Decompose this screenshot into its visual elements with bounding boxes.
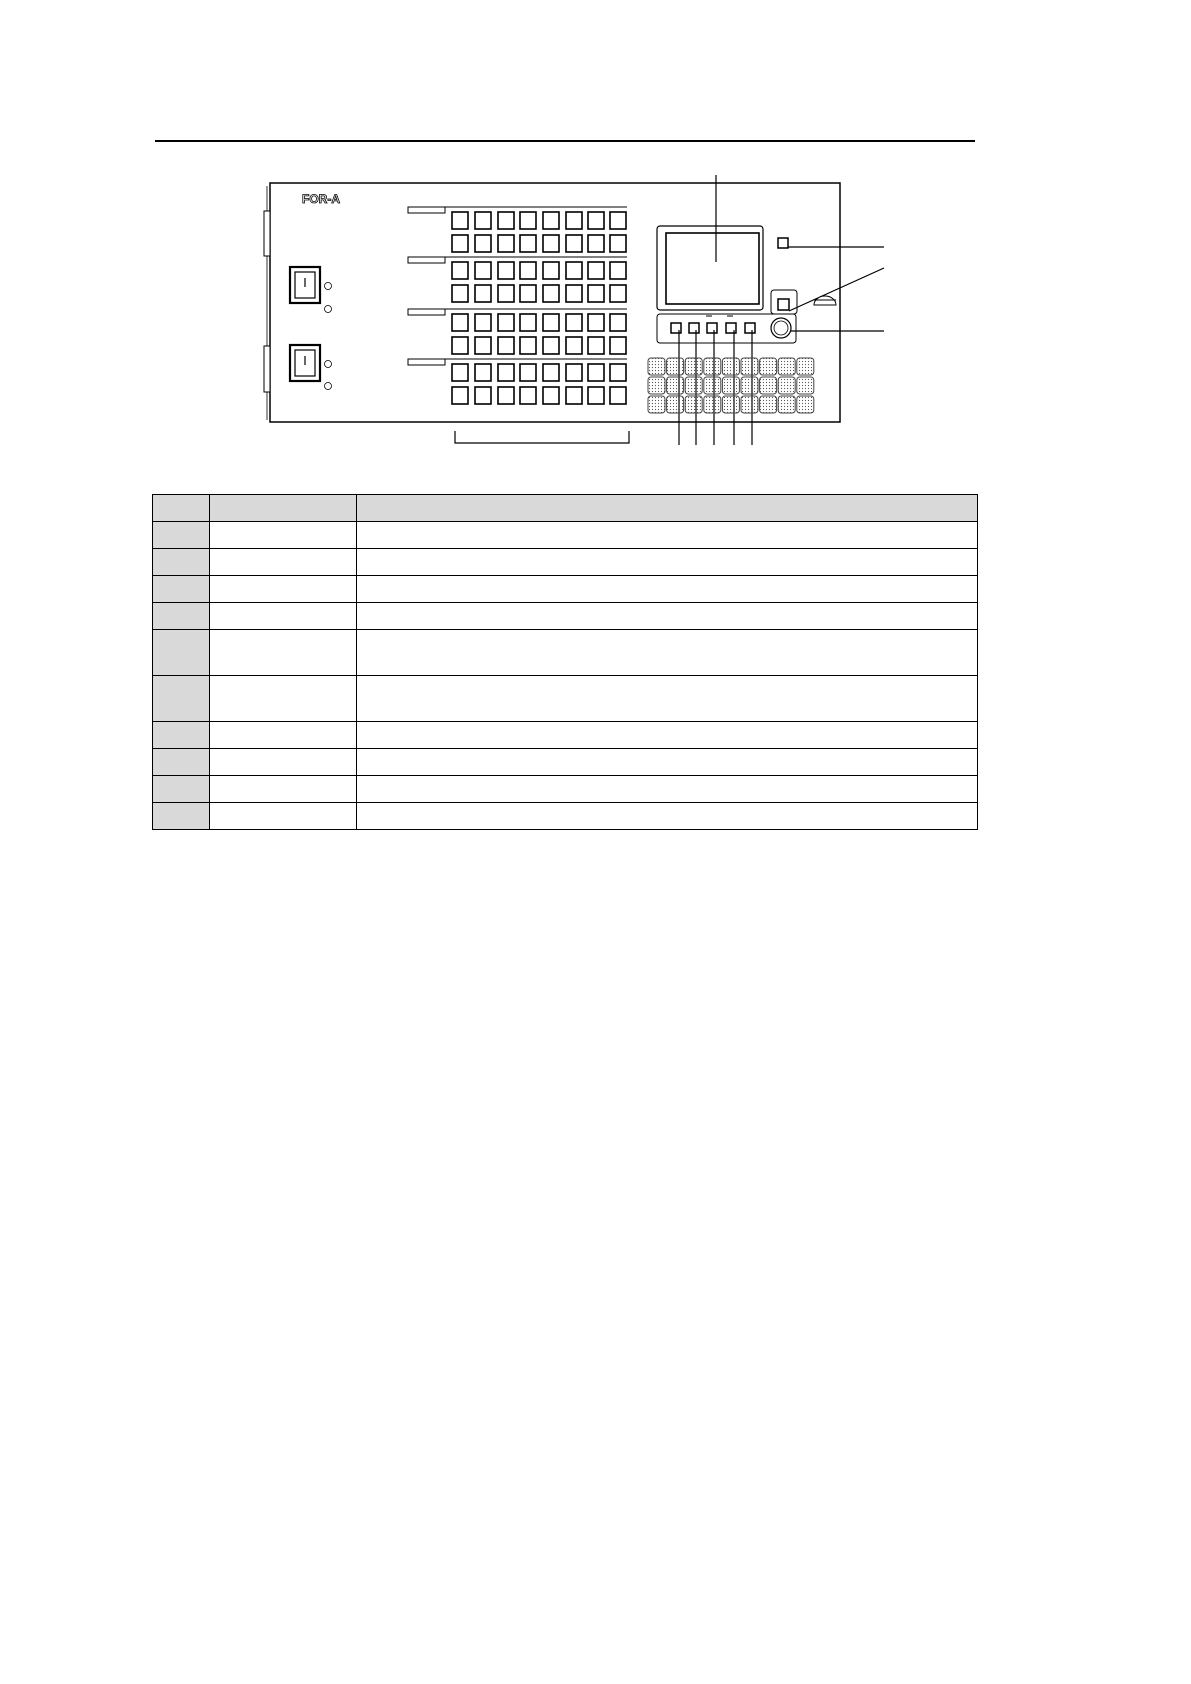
crosspoint-button xyxy=(452,285,468,302)
keypad-key xyxy=(722,377,739,394)
table-name-cell xyxy=(210,776,357,803)
table-row xyxy=(153,549,978,576)
table-description-cell xyxy=(357,722,978,749)
table-description-cell xyxy=(357,676,978,722)
crosspoint-button xyxy=(520,235,536,252)
crosspoint-button xyxy=(498,314,514,331)
crosspoint-button xyxy=(588,235,604,252)
power-switch-2 xyxy=(290,345,320,381)
crosspoint-button xyxy=(566,235,582,252)
keypad-key xyxy=(685,377,702,394)
crosspoint-button xyxy=(543,314,559,331)
table-description-cell xyxy=(357,549,978,576)
table-number-cell xyxy=(153,749,210,776)
table-header-row xyxy=(153,495,978,522)
bus-label-tab xyxy=(408,257,445,263)
table-header-cell xyxy=(357,495,978,522)
crosspoint-button xyxy=(475,285,491,302)
crosspoint-button xyxy=(475,262,491,279)
keypad-key xyxy=(797,358,814,375)
table-header-cell xyxy=(210,495,357,522)
crosspoint-button xyxy=(543,387,559,404)
crosspoint-button xyxy=(610,314,626,331)
keypad-key xyxy=(760,358,777,375)
keypad-key xyxy=(667,377,684,394)
crosspoint-button xyxy=(452,364,468,381)
crosspoint-button xyxy=(520,387,536,404)
status-led xyxy=(325,361,332,368)
bus-label-tab xyxy=(408,309,445,315)
crosspoint-button xyxy=(543,337,559,354)
table-number-cell xyxy=(153,722,210,749)
rack-ear-lower xyxy=(264,346,270,392)
table-description-cell xyxy=(357,630,978,676)
keypad-key xyxy=(741,358,758,375)
table-number-cell xyxy=(153,803,210,830)
keypad-key xyxy=(797,396,814,413)
table-row xyxy=(153,803,978,830)
crosspoint-button xyxy=(520,262,536,279)
crosspoint-button xyxy=(543,212,559,229)
keypad-key xyxy=(704,396,721,413)
crosspoint-button xyxy=(566,212,582,229)
crosspoint-button xyxy=(452,387,468,404)
crosspoint-button xyxy=(566,387,582,404)
table-description-cell xyxy=(357,749,978,776)
keypad-key xyxy=(722,396,739,413)
table-name-cell xyxy=(210,549,357,576)
crosspoint-button xyxy=(520,285,536,302)
crosspoint-button xyxy=(452,235,468,252)
table-number-cell xyxy=(153,776,210,803)
table-row xyxy=(153,676,978,722)
crosspoint-button xyxy=(610,337,626,354)
crosspoint-button xyxy=(566,337,582,354)
crosspoint-button xyxy=(610,364,626,381)
crosspoint-button xyxy=(543,235,559,252)
table-name-cell xyxy=(210,803,357,830)
crosspoint-button-matrix xyxy=(408,207,627,404)
function-button xyxy=(707,323,717,333)
crosspoint-button xyxy=(543,285,559,302)
table-name-cell xyxy=(210,522,357,549)
crosspoint-button xyxy=(498,387,514,404)
crosspoint-button xyxy=(452,212,468,229)
crosspoint-button xyxy=(452,314,468,331)
keypad-key xyxy=(797,377,814,394)
crosspoint-button xyxy=(498,337,514,354)
menu-button xyxy=(778,238,788,248)
table-number-cell xyxy=(153,676,210,722)
table-row xyxy=(153,722,978,749)
status-led xyxy=(325,283,332,290)
crosspoint-button xyxy=(520,364,536,381)
power-switch-1 xyxy=(290,267,320,303)
spec-table xyxy=(152,494,978,830)
table-row xyxy=(153,603,978,630)
crosspoint-button xyxy=(566,314,582,331)
crosspoint-button xyxy=(498,235,514,252)
table-name-cell xyxy=(210,722,357,749)
crosspoint-button xyxy=(475,235,491,252)
table-number-cell xyxy=(153,522,210,549)
table-description-cell xyxy=(357,576,978,603)
rack-ear-upper xyxy=(264,211,270,256)
table-number-cell xyxy=(153,630,210,676)
crosspoint-button xyxy=(588,337,604,354)
keypad xyxy=(648,358,814,413)
table-row xyxy=(153,776,978,803)
table-description-cell xyxy=(357,522,978,549)
table-name-cell xyxy=(210,603,357,630)
jog-dial-inner xyxy=(774,321,788,335)
table-number-cell xyxy=(153,549,210,576)
keypad-key xyxy=(685,358,702,375)
crosspoint-button xyxy=(610,235,626,252)
table-header-cell xyxy=(153,495,210,522)
crosspoint-button xyxy=(610,285,626,302)
table-number-cell xyxy=(153,603,210,630)
crosspoint-button xyxy=(588,212,604,229)
table-description-cell xyxy=(357,603,978,630)
crosspoint-button xyxy=(520,337,536,354)
bus-label-tab xyxy=(408,207,445,213)
crosspoint-button xyxy=(610,262,626,279)
keypad-key xyxy=(778,377,795,394)
brand-logo: FOR-A xyxy=(302,192,340,206)
keypad-key xyxy=(685,396,702,413)
crosspoint-button xyxy=(520,314,536,331)
function-button xyxy=(745,323,755,333)
crosspoint-button xyxy=(543,364,559,381)
table-name-cell xyxy=(210,676,357,722)
keypad-key xyxy=(648,358,665,375)
crosspoint-button xyxy=(475,212,491,229)
crosspoint-button xyxy=(475,314,491,331)
usb-port-icon xyxy=(814,296,836,305)
crosspoint-button xyxy=(498,262,514,279)
crosspoint-button xyxy=(520,212,536,229)
crosspoint-button xyxy=(475,337,491,354)
enter-button-leader-line xyxy=(789,268,884,311)
table-number-cell xyxy=(153,576,210,603)
front-panel-diagram xyxy=(0,0,1191,470)
table-description-cell xyxy=(357,776,978,803)
table-row xyxy=(153,576,978,603)
crosspoint-button xyxy=(588,364,604,381)
crosspoint-button xyxy=(452,262,468,279)
keypad-key xyxy=(667,396,684,413)
table-name-cell xyxy=(210,630,357,676)
keypad-key xyxy=(760,396,777,413)
crosspoint-button xyxy=(610,212,626,229)
table-row xyxy=(153,522,978,549)
keypad-key xyxy=(667,358,684,375)
keypad-key xyxy=(722,358,739,375)
table-row xyxy=(153,749,978,776)
crosspoint-button xyxy=(475,364,491,381)
table-name-cell xyxy=(210,749,357,776)
keypad-key xyxy=(704,377,721,394)
table-description-cell xyxy=(357,803,978,830)
crosspoint-button xyxy=(498,212,514,229)
crosspoint-button xyxy=(588,285,604,302)
crosspoint-button xyxy=(566,285,582,302)
table-row xyxy=(153,630,978,676)
crosspoint-button xyxy=(475,387,491,404)
crosspoint-button xyxy=(566,262,582,279)
table-name-cell xyxy=(210,576,357,603)
crosspoint-button xyxy=(498,364,514,381)
crosspoint-button xyxy=(610,387,626,404)
function-button xyxy=(689,323,699,333)
status-led xyxy=(325,306,332,313)
crosspoint-button xyxy=(566,364,582,381)
keypad-key xyxy=(741,377,758,394)
keypad-key xyxy=(704,358,721,375)
status-led xyxy=(325,383,332,390)
keypad-key xyxy=(778,358,795,375)
crosspoint-button xyxy=(588,314,604,331)
keypad-key xyxy=(760,377,777,394)
enter-button xyxy=(778,299,789,310)
lcd-screen xyxy=(666,233,759,304)
keypad-key xyxy=(778,396,795,413)
crosspoint-button xyxy=(588,387,604,404)
crosspoint-button xyxy=(498,285,514,302)
keypad-key xyxy=(648,377,665,394)
matrix-bracket xyxy=(455,431,629,443)
keypad-key xyxy=(741,396,758,413)
crosspoint-button xyxy=(543,262,559,279)
crosspoint-button xyxy=(452,337,468,354)
crosspoint-button xyxy=(588,262,604,279)
keypad-key xyxy=(648,396,665,413)
bus-label-tab xyxy=(408,359,445,365)
